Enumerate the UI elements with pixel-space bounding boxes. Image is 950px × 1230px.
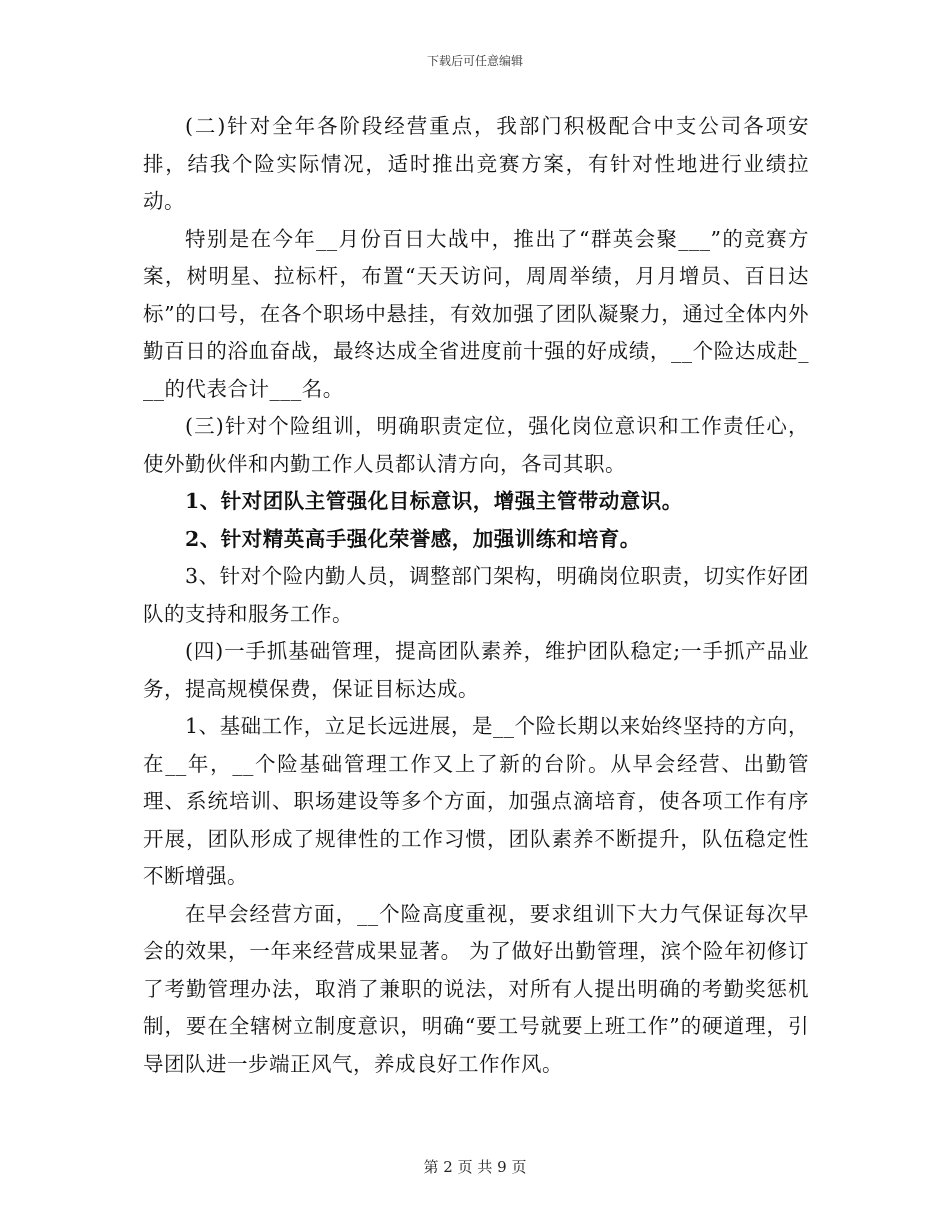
paragraph-section-2: (二)针对全年各阶段经营重点，我部门积极配合中支公司各项安排，结我个险实际情况，适时推出竞赛方案，有针对性地进行业绩拉动。 bbox=[143, 114, 809, 213]
page-number: 第 2 页 共 9 页 bbox=[423, 1158, 527, 1176]
paragraph-hundred-day-campaign: 特别是在今年__月份百日大战中，推出了“群英会聚___”的竞赛方案，树明星、拉标杆，布置“天天访问，周周举绩，月月增员、百日达标”的口号，在各个职场中悬挂，有效加强了团队凝聚力，通过全体内外勤百日的浴血奋战，最终达成全省进度前十强的好成绩，__个险达成赴___的代表合计___名。 bbox=[143, 226, 809, 401]
paragraph-item-2-bold: 2、针对精英高手强化荣誉感，加强训练和培育。 bbox=[185, 526, 641, 551]
paragraph-basic-work: 1、基础工作，立足长远进展，是__个险长期以来始终坚持的方向，在__年，__个险基础管理工作又上了新的台阶。从早会经营、出勤管理、系统培训、职场建设等多个方面，加强点滴培育，使各项工作有序开展，团队形成了规律性的工作习惯，团队素养不断提升，队伍稳定性不断增强。 bbox=[143, 714, 809, 888]
paragraph-item-3: 3、针对个险内勤人员，调整部门架构，明确岗位职责，切实作好团队的支持和服务工作。 bbox=[143, 564, 809, 626]
paragraph-section-4: (四)一手抓基础管理，提高团队素养，维护团队稳定;一手抓产品业务，提高规模保费，保证目标达成。 bbox=[143, 639, 809, 701]
paragraph-morning-meeting: 在早会经营方面，__个险高度重视，要求组训下大力气保证每次早会的效果，一年来经营成果显著。 为了做好出勤管理，滨个险年初修订了考勤管理办法，取消了兼职的说法，对所有人提出明确的考勤奖惩机制，要在全辖树立制度意识，明确“要工号就要上班工作”的硬道理，引导团队进一步端正风气，养成良好工作作风。 bbox=[143, 901, 809, 1076]
paragraph-item-1-bold: 1、针对团队主管强化目标意识，增强主管带动意识。 bbox=[185, 489, 683, 513]
page-header: 下载后可任意编辑 bbox=[426, 54, 523, 68]
paragraph-section-3: (三)针对个险组训，明确职责定位，强化岗位意识和工作责任心，使外勤伙伴和内勤工作人员都认清方向，各司其职。 bbox=[143, 414, 809, 476]
document-body bbox=[143, 108, 809, 1083]
